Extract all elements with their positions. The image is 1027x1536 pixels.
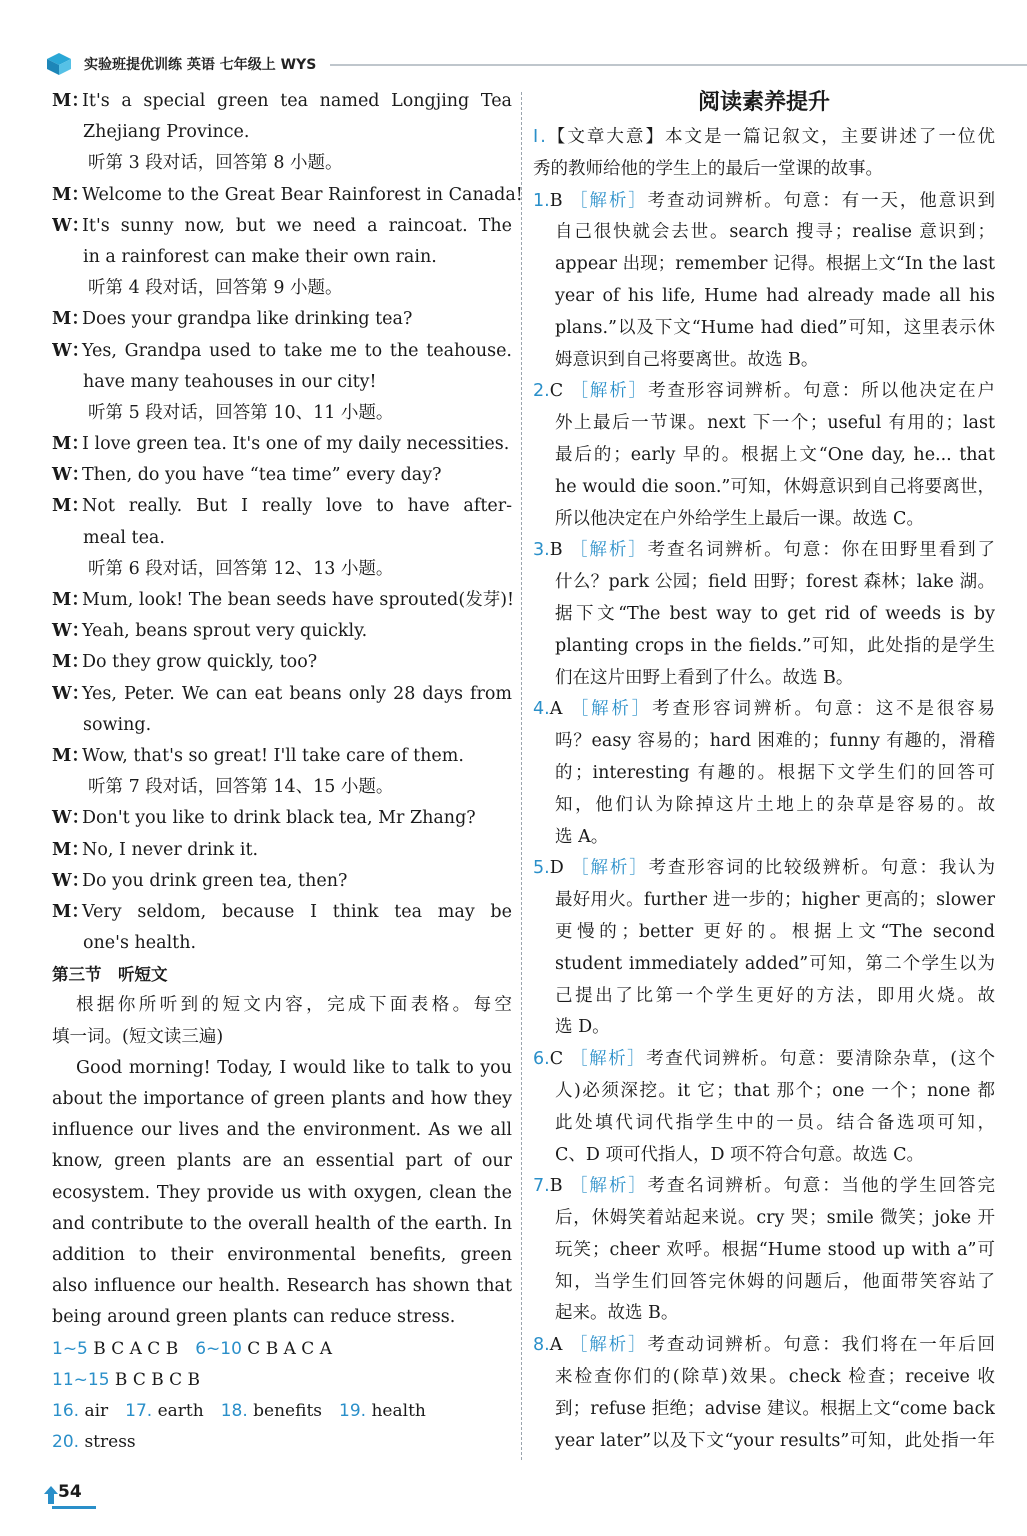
line-text: have many teahouses in our city! [83, 371, 377, 392]
line-text: Yes, Peter. We can eat beans only 28 days from [82, 683, 512, 704]
answer-number: 18. [220, 1400, 248, 1421]
text-line [52, 1084, 512, 1115]
text-line [533, 408, 995, 440]
speaker-label: M： [52, 745, 89, 766]
text-line [533, 758, 995, 790]
line-text: Zhejiang Province. [83, 122, 250, 143]
question-explanation [533, 1044, 995, 1076]
text-line [533, 1298, 995, 1330]
line-text: 考查动词辨析。句意：有一天，他意识到 [647, 190, 995, 211]
text-line [533, 1235, 995, 1267]
text-line [52, 554, 512, 585]
answer-letter: C [549, 1049, 571, 1070]
answer-number: 16. [52, 1400, 80, 1421]
line-text: 最后的；early 早的。根据上文“One day, he... that [555, 444, 995, 465]
text-line [52, 866, 512, 897]
text-line [52, 803, 512, 834]
text-line [533, 249, 995, 281]
text-line [52, 616, 512, 647]
text-line [52, 211, 512, 242]
line-text: 人)必须深挖。it 它；that 那个；one 一个；none 都 [555, 1080, 995, 1101]
text-line [52, 679, 512, 710]
line-text: 更慢的；better 更好的。根据上文“The second [555, 921, 995, 942]
analysis-tag: ［解析］ [569, 1335, 648, 1356]
answer-value: health [366, 1400, 426, 1421]
answer-letter: B [549, 1176, 571, 1197]
text-line [533, 504, 995, 536]
text-line [52, 429, 512, 460]
text-line [52, 1146, 512, 1177]
line-text: 根据你所听到的短文内容，完成下面表格。每空 [76, 995, 512, 1016]
line-text: 什么？park 公园；field 田野；forest 森林；lake 湖。 [555, 572, 995, 593]
text-line [533, 472, 995, 504]
line-text: 姆意识到自己将要离世。故选 B。 [555, 349, 819, 370]
speaker-label: W： [52, 621, 90, 642]
line-text: 后，休姆笑着站起来说。cry 哭；smile 微笑；joke 开 [555, 1208, 995, 1229]
answer-letter: B [549, 540, 571, 561]
answer-letter: C [549, 381, 571, 402]
line-text: 填一词。(短文读三遍) [52, 1026, 224, 1047]
arrow-up-icon [44, 1486, 58, 1504]
page-number: 54 [58, 1482, 82, 1502]
answer-value: air [79, 1400, 109, 1421]
speaker-label: W： [52, 808, 90, 829]
line-text: Welcome to the Great Bear Rainforest in Canada! [82, 184, 523, 205]
text-line [533, 631, 995, 663]
text-line [533, 1267, 995, 1299]
question-explanation [533, 853, 995, 885]
header-rule [330, 64, 1027, 66]
text-line [52, 304, 512, 335]
book-logo-icon [46, 52, 72, 76]
line-text: 考查名词辨析。句意：你在田野里看到了 [647, 540, 995, 561]
text-line [52, 180, 523, 211]
text-line [52, 273, 512, 304]
answer-number: 1~5 [52, 1338, 88, 1359]
text-line [52, 460, 512, 491]
line-text: 吗？easy 容易的；hard 困难的；funny 有趣的，滑稽 [555, 731, 995, 752]
speaker-label: W： [52, 215, 90, 236]
text-line [533, 345, 995, 377]
answer-letter: A [549, 699, 571, 720]
line-text: 本文是一篇记叙文，主要讲述了一位优 [665, 127, 995, 147]
answer-value: B C A C B [87, 1338, 179, 1359]
line-text: 知，他们认为除掉这片土地上的杂草是容易的。故 [555, 794, 995, 815]
line-text: know, green plants are an essential part of our [52, 1151, 512, 1172]
text-line [52, 585, 515, 616]
question-number: 1. [533, 190, 550, 211]
answer-row [52, 1365, 512, 1396]
line-text: plans.”以及下文“Hume had died”可知，这里表示休 [555, 317, 995, 338]
speaker-label: M： [52, 309, 89, 330]
question-number: 3. [533, 540, 550, 561]
answer-value: benefits [247, 1400, 323, 1421]
question-explanation [533, 1330, 995, 1362]
page-number-badge [44, 1480, 104, 1510]
text-line [533, 1394, 995, 1426]
line-text: 选 A。 [555, 826, 609, 847]
listening-transcript [52, 86, 523, 1334]
text-line [52, 242, 512, 273]
question-explanation [533, 376, 995, 408]
left-column [52, 86, 523, 1458]
line-text: being around green plants can reduce stress. [52, 1307, 456, 1328]
text-line [533, 726, 995, 758]
column-divider [521, 92, 522, 1460]
line-text: 所以他决定在户外给学生上最后一课。故选 C。 [555, 508, 924, 529]
answer-key [52, 1334, 512, 1459]
question-number: 6. [533, 1049, 550, 1070]
answer-value: earth [152, 1400, 204, 1421]
line-text: It's sunny now, but we need a raincoat. The [82, 215, 512, 236]
line-text: 玩笑；cheer 欢呼。根据“Hume stood up with a”可 [555, 1239, 995, 1260]
right-column [533, 86, 995, 1457]
line-text: one's health. [83, 933, 197, 954]
line-text: 考查动词辨析。句意：我们将在一年后回 [647, 1335, 995, 1356]
text-line [52, 1302, 512, 1333]
section-heading [52, 959, 512, 990]
line-text: addition to their environmental benefits, green [52, 1244, 512, 1265]
line-text: 考查名词辨析。句意：当他的学生回答完 [647, 1176, 995, 1197]
line-text: 起来。故选 B。 [555, 1303, 679, 1324]
header-title: 实验班提优训练 英语 七年级上 WYS [84, 57, 317, 73]
line-text: planting crops in the fields.”可知，此处指的是学生 [555, 635, 995, 656]
answer-number: 11~15 [52, 1369, 110, 1390]
line-text: Wow, that's so great! I'll take care of them. [82, 745, 464, 766]
speaker-label: M： [52, 496, 89, 517]
question-number: 8. [533, 1335, 550, 1356]
text-line [52, 148, 512, 179]
answer-value: B C B C B [109, 1369, 201, 1390]
text-line [52, 86, 512, 117]
speaker-label: M： [52, 434, 89, 455]
text-line [52, 647, 512, 678]
line-text: 考查形容词的比较级辨析。句意：我认为 [648, 858, 995, 879]
line-text: It's a special green tea named Longjing Tea [82, 91, 512, 111]
analysis-tag: ［解析］ [571, 858, 649, 879]
text-line [533, 1203, 995, 1235]
line-text: 秀的教师给他的学生上的最后一堂课的故事。 [533, 158, 883, 179]
answer-row [52, 1427, 512, 1458]
speaker-label: W： [52, 465, 90, 486]
line-text: 知，当学生们回答完休姆的问题后，他面带笑容站了 [555, 1271, 995, 1292]
text-line [52, 710, 512, 741]
question-explanation [533, 1171, 995, 1203]
line-text: student immediately added”可知，第二个学生以为 [555, 953, 995, 974]
line-text: 的；interesting 有趣的。根据下文学生们的回答可 [555, 762, 995, 783]
text-line [533, 981, 995, 1013]
text-line [52, 835, 512, 866]
analysis-tag: ［解析］ [570, 190, 648, 211]
text-line [52, 741, 512, 772]
text-line [533, 1076, 995, 1108]
line-text: Then, do you have “tea time” every day? [82, 465, 442, 486]
answer-row [52, 1396, 512, 1427]
question-number: 2. [533, 381, 550, 402]
analysis-tag: ［解析］ [570, 1176, 648, 1197]
answer-number: 17. [125, 1400, 153, 1421]
text-line [533, 154, 995, 186]
text-line [533, 663, 995, 695]
text-line [52, 336, 512, 367]
line-text: 听第 5 段对话，回答第 10、11 小题。 [88, 402, 394, 423]
speaker-label: M： [52, 184, 89, 205]
summary-tag: 【文章大意】 [545, 127, 665, 147]
line-text: C、D 项可代指人，D 项不符合句意。故选 C。 [555, 1144, 925, 1165]
line-text: 己提出了比第一个学生更好的方法，即用火烧。故 [555, 985, 995, 1006]
line-text: appear 出现；remember 记得。根据上文“In the last [555, 254, 995, 275]
text-line [52, 1240, 512, 1271]
answer-letter: A [549, 1335, 570, 1356]
text-line [533, 313, 995, 345]
line-text: 听第 7 段对话，回答第 14、15 小题。 [88, 777, 394, 798]
analysis-tag: ［解析］ [570, 381, 649, 402]
line-text: 来检查你们的(除草)效果。check 检查；receive 收 [555, 1367, 995, 1388]
text-line [533, 217, 995, 249]
question-number: 5. [533, 858, 550, 879]
line-text: 此处填代词代指学生中的一员。结合备选项可知， [555, 1112, 995, 1133]
answer-value: C B A C A [241, 1338, 332, 1359]
question-explanation [533, 694, 995, 726]
line-text: in a rainforest can make their own rain. [83, 246, 437, 267]
answer-letter: B [549, 190, 571, 211]
line-text: 考查形容词辨析。句意：这不是很容易 [652, 699, 995, 720]
line-text: year later”以及下文“your results”可知，此处指一年 [555, 1430, 995, 1451]
line-text: 们在这片田野上看到了什么。故选 B。 [555, 667, 854, 688]
text-line [52, 1053, 512, 1084]
text-line [533, 949, 995, 981]
text-line [52, 491, 512, 522]
line-text: meal tea. [83, 527, 165, 548]
line-text: Does your grandpa like drinking tea? [82, 309, 413, 330]
line-text: sowing. [83, 714, 152, 735]
text-line [533, 1108, 995, 1140]
speaker-label: W： [52, 683, 90, 704]
speaker-label: W： [52, 870, 90, 891]
text-line [533, 917, 995, 949]
question-explanation [533, 535, 995, 567]
line-text: 据下文“The best way to get rid of weeds is by [555, 603, 995, 624]
line-text: influence our lives and the environment. As we all [52, 1120, 512, 1141]
speaker-label: M： [52, 91, 89, 111]
line-text: I love green tea. It's one of my daily necessities. [82, 434, 510, 455]
answer-letter: D [549, 858, 572, 879]
section-title: 阅读素养提升 [697, 90, 830, 115]
text-line [533, 1140, 995, 1172]
text-line [533, 1426, 995, 1458]
line-text: 考查代词辨析。句意：要清除杂草，(这个 [646, 1049, 995, 1070]
answer-number: 19. [339, 1400, 367, 1421]
line-text: 听第 6 段对话，回答第 12、13 小题。 [88, 558, 394, 579]
question-explanation [533, 186, 995, 218]
line-text: Yeah, beans sprout very quickly. [82, 621, 368, 642]
line-text: 最好用火。further 进一步的；higher 更高的；slower [555, 890, 995, 911]
answer-number: 20. [52, 1432, 80, 1453]
text-line [533, 440, 995, 472]
line-text: 听第 4 段对话，回答第 9 小题。 [88, 278, 343, 299]
analysis-tag: ［解析］ [570, 1049, 647, 1070]
speaker-label: M： [52, 652, 89, 673]
line-text: 外上最后一节课。next 下一个；useful 有用的；last [555, 413, 995, 434]
line-text: 考查形容词辨析。句意：所以他决定在户 [648, 381, 995, 402]
line-text: Do they grow quickly, too? [82, 652, 318, 673]
text-line [52, 117, 512, 148]
line-text: Mum, look! The bean seeds have sprouted(发芽)! [82, 590, 515, 610]
text-line [52, 523, 512, 554]
speaker-label: M： [52, 590, 89, 610]
line-text: Very seldom, because I think tea may be [82, 901, 512, 922]
answer-number: 6~10 [195, 1338, 242, 1359]
page-header [40, 52, 990, 78]
line-text: Yes, Grandpa used to take me to the teahouse. [82, 340, 512, 361]
text-line [52, 1022, 512, 1053]
text-line [533, 567, 995, 599]
text-line [52, 990, 512, 1021]
text-line [52, 1178, 512, 1209]
text-line [533, 281, 995, 313]
line-text: 第三节 听短文 [52, 965, 168, 985]
text-line [52, 1209, 512, 1240]
reading-explanations [533, 122, 995, 1457]
text-line [533, 790, 995, 822]
text-line [52, 1271, 512, 1302]
line-text: Do you drink green tea, then? [82, 870, 348, 891]
answer-value: stress [79, 1432, 136, 1453]
text-line [533, 1362, 995, 1394]
text-line [52, 367, 512, 398]
speaker-label: M： [52, 901, 89, 922]
line-text: year of his life, Hume had already made all his [555, 285, 995, 306]
line-text: 选 D。 [555, 1017, 610, 1038]
line-text: Don't you like to drink black tea, Mr Zhang? [82, 808, 476, 829]
line-text: Not really. But I really love to have after- [82, 496, 512, 517]
question-number: 4. [533, 699, 550, 720]
answer-row [52, 1334, 512, 1365]
text-line [533, 822, 995, 854]
text-line [52, 398, 512, 429]
analysis-tag: ［解析］ [570, 699, 653, 720]
speaker-label: W： [52, 340, 90, 361]
line-text: about the importance of green plants and how they [52, 1089, 512, 1109]
text-line [52, 1115, 512, 1146]
question-explanation [533, 122, 995, 154]
text-line [533, 1012, 995, 1044]
text-line [52, 897, 512, 928]
line-text: 到；refuse 拒绝；advise 建议。根据上文“come back [555, 1398, 995, 1419]
line-text: 自己很快就会去世。search 搜寻；realise 意识到； [555, 222, 995, 243]
line-text: he would die soon.”可知，休姆意识到自己将要离世， [555, 476, 995, 497]
speaker-label: M： [52, 839, 89, 860]
line-text: Good morning! Today, I would like to talk to you [76, 1057, 512, 1078]
line-text: also influence our health. Research has shown that [52, 1276, 512, 1297]
page-number-underline [52, 1506, 96, 1509]
line-text: 听第 3 段对话，回答第 8 小题。 [88, 153, 343, 174]
line-text: No, I never drink it. [82, 839, 259, 860]
question-number: Ⅰ. [533, 127, 546, 147]
text-line [533, 885, 995, 917]
analysis-tag: ［解析］ [570, 540, 648, 561]
text-line [52, 928, 512, 959]
text-line [52, 772, 512, 803]
text-line [533, 599, 995, 631]
line-text: ecosystem. They provide us with oxygen, clean the [52, 1182, 512, 1203]
line-text: and contribute to the overall health of the earth. In [52, 1213, 512, 1234]
question-number: 7. [533, 1176, 550, 1197]
